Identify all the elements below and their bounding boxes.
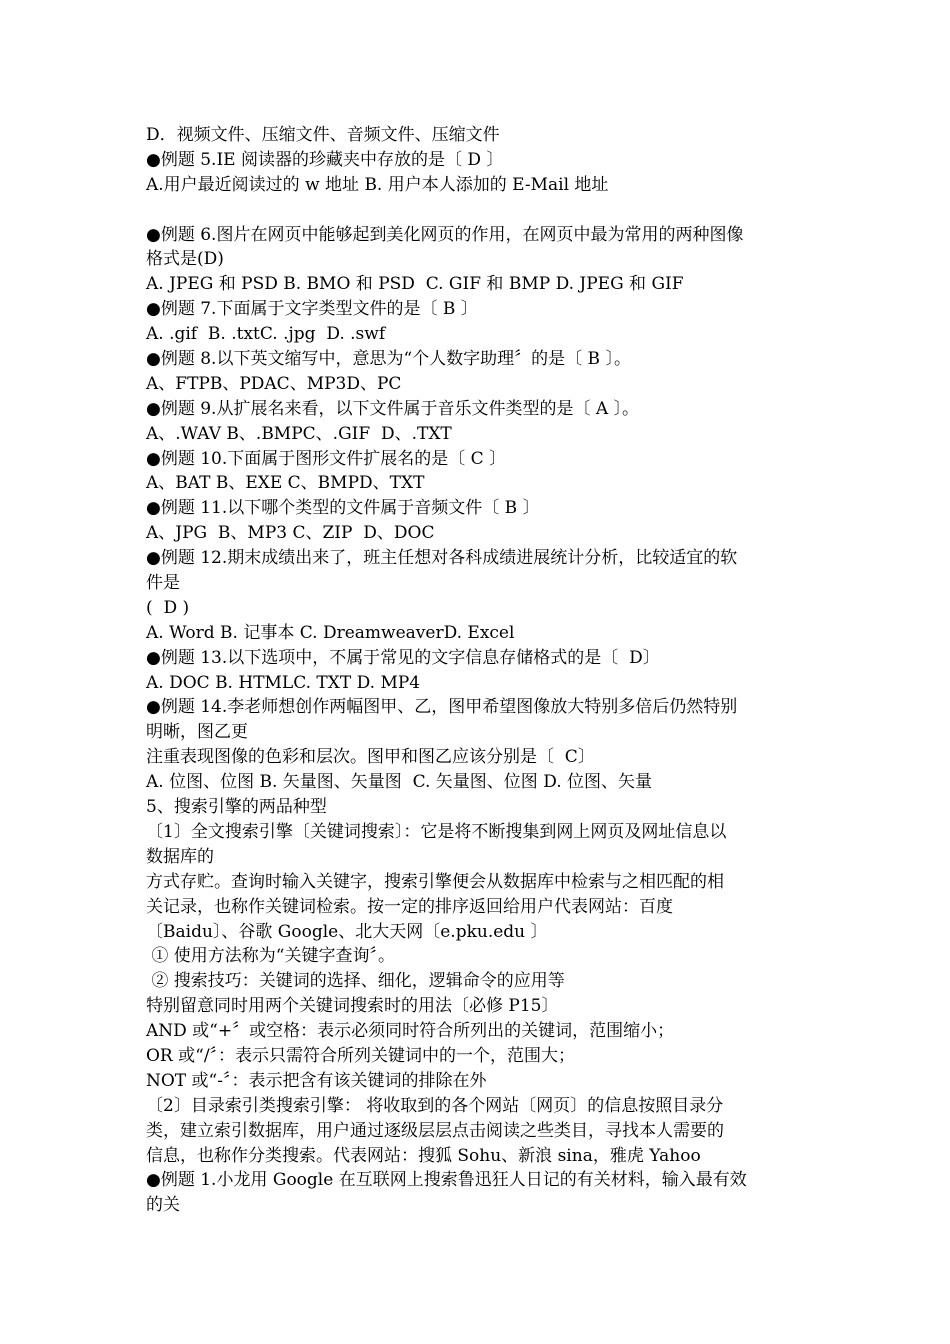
text-line: ① 使用方法称为“关键字查询〞。 [146,946,395,967]
text-line: A. .gif B. .txtC. .jpg D. .swf [146,324,386,345]
text-line: 类，建立索引数据库，用户通过逐级层层点击阅读之些类目，寻找本人需要的 [146,1120,724,1141]
text-line: 方式存贮。查询时输入关键字，搜索引擎便会从数据库中检索与之相匹配的相 [146,871,724,892]
text-line: 5、搜索引擎的两品种型 [146,797,327,818]
text-line: 特别留意同时用两个关键词搜索时的用法〔必修 P15〕 [146,996,559,1017]
blank-line [146,198,816,223]
text-line: ●例题 10.下面属于图形文件扩展名的是〔 C 〕 [146,448,507,469]
text-line: ② 搜索技巧：关键词的选择、细化，逻辑命令的应用等 [146,971,565,992]
text-line: 〔Baidu〕、谷歌 Google、北大天网〔e.pku.edu 〕 [146,921,548,942]
text-line: 格式是(D) [146,249,224,270]
text-line: D．视频文件、压缩文件、音频文件、压缩文件 [146,125,500,145]
text-line: A.用户最近阅读过的 w 地址 B. 用户本人添加的 E-Mail 地址 [146,174,609,195]
text-line: A、BAT B、EXE C、BMPD、TXT [146,473,425,494]
text-line: ●例题 8.以下英文缩写中，意思为“个人数字助理〞的是〔 B 〕。 [146,349,631,370]
text-line: 的关 [146,1195,180,1216]
text-line: ●例题 13.以下选项中，不属于常见的文字信息存储格式的是〔 D〕 [146,647,660,668]
text-line: A、FTPB、PDAC、MP3D、PC [146,373,402,394]
text-line: ●例题 5.IE 阅读器的珍藏夹中存放的是〔 D 〕 [146,149,504,170]
text-line: ●例题 7.下面属于文字类型文件的是〔 B 〕 [146,299,478,320]
text-line: A. JPEG 和 PSD B. BMO 和 PSD C. GIF 和 BMP D. JPEG 和 GIF [146,274,684,295]
text-line: A. DOC B. HTMLC. TXT D. MP4 [146,672,421,693]
text-line: ●例题 11.以下哪个类型的文件属于音频文件〔 B 〕 [146,498,540,519]
text-line: A、JPG B、MP3 C、ZIP D、DOC [146,523,435,544]
text-line: ●例题 12.期末成绩出来了，班主任想对各科成绩进展统计分析，比较适宜的软 [146,548,738,569]
text-line: 〔2〕目录索引类搜索引擎： 将收取到的各个网站〔网页〕的信息按照目录分 [146,1095,724,1116]
text-line: 信息，也称作分类搜索。代表网站：搜狐 Sohu、新浪 sina，雅虎 Yahoo [146,1145,701,1166]
text-line: ( D ) [146,597,190,618]
text-line: 关记录，也称作关键词检索。按一定的排序返回给用户代表网站：百度 [146,896,673,917]
text-line: ●例题 6.图片在网页中能够起到美化网页的作用，在网页中最为常用的两种图像 [146,224,744,245]
document-body [146,123,816,1218]
text-line: 明晰，图乙更 [146,722,248,743]
text-line: OR 或“/〞：表示只需符合所列关键词中的一个，范围大； [146,1045,576,1066]
text-line: 件是 [146,573,180,594]
text-line: NOT 或“-〞：表示把含有该关键词的排除在外 [146,1070,487,1091]
text-line: ●例题 1.小龙用 Google 在互联网上搜索鲁迅狂人日记的有关材料，输入最有效 [146,1170,747,1191]
text-line: A、.WAV B、.BMPC、.GIF D、.TXT [146,423,452,444]
text-line: A. 位图、位图 B. 矢量图、矢量图 C. 矢量图、位图 D. 位图、矢量 [146,772,653,793]
text-line: ●例题 14.李老师想创作两幅图甲、乙，图甲希望图像放大特别多倍后仍然特别 [146,697,738,718]
text-line: A. Word B. 记事本 C. DreamweaverD. Excel [146,622,515,643]
text-line: 注重表现图像的色彩和层次。图甲和图乙应该分别是〔 C〕 [146,747,595,768]
text-line: AND 或“+〞或空格：表示必须同时符合所列出的关键词，范围缩小； [146,1021,675,1042]
text-line: 〔1〕全文搜索引擎〔关键词搜索〕：它是将不断搜集到网上网页及网址信息以 [146,821,727,842]
text-line: 数据库的 [146,846,214,867]
text-line: ●例题 9.从扩展名来看，以下文件属于音乐文件类型的是〔 A 〕。 [146,398,640,419]
